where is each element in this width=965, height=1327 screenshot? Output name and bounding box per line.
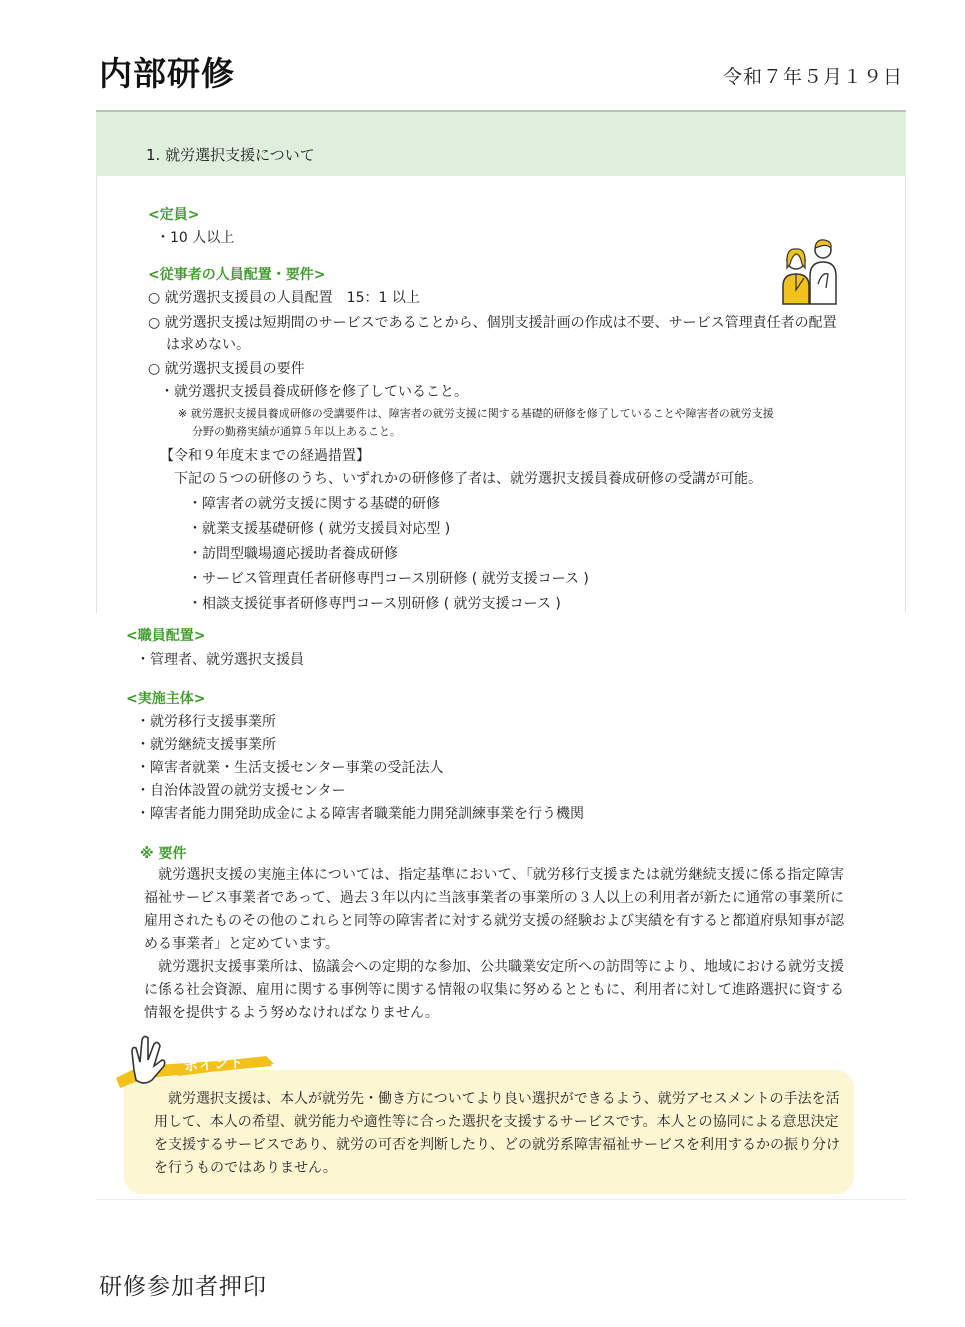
point-text: 就労選択支援は、本人が就労先・働き方についてより良い選択ができるよう、就労アセスメントの手法を活用して、本人の希望、就労能力や適性等に合った選択を支援するサービスです。本人との協同による意思決定を支援するサービスであり、就労の可否を判断したり、どの就労系障害福祉サービスを利用するかの振り分けを行うものではありません。: [154, 1091, 840, 1176]
training-note-line1: ※ 就労選択支援員養成研修の受講要件は、障害者の就労支援に関する基礎的研修を修了していることや障害者の就労支援: [178, 407, 774, 420]
training-item: ・相談支援従事者研修専門コース別研修 ( 就労支援コース ): [188, 596, 561, 612]
placement-item: ・管理者、就労選択支援員: [136, 652, 304, 668]
staffing-ratio: ○ 就労選択支援員の人員配置 15：1 以上: [148, 290, 420, 306]
capacity-item: ・10 人以上: [156, 230, 235, 246]
training-item: ・サービス管理責任者研修専門コース別研修 ( 就労支援コース ): [188, 571, 589, 587]
staffing-requirement-heading: ○ 就労選択支援員の要件: [148, 361, 305, 377]
training-item: ・障害者の就労支援に関する基礎的研修: [188, 496, 440, 512]
staffing-note-line2: は求めない。: [166, 337, 250, 353]
capacity-heading: <定員>: [148, 207, 200, 223]
implementer-heading: <実施主体>: [126, 691, 206, 707]
staffing-note-line1: ○ 就労選択支援は短期間のサービスであることから、個別支援計画の作成は不要、サービス管理責任者の配置: [148, 315, 837, 331]
point-label: ポイント: [183, 1054, 245, 1076]
requirements-heading: ※ 要件: [140, 846, 187, 862]
stamp-label: 研修参加者押印: [99, 1274, 267, 1300]
transition-text: 下記の５つの研修のうち、いずれかの研修修了者は、就労選択支援員養成研修の受講が可能。: [174, 471, 762, 487]
training-item: ・就業支援基礎研修 ( 就労支援員対応型 ): [188, 521, 451, 537]
document-excerpt: [96, 110, 906, 1200]
placement-heading: <職員配置>: [126, 628, 206, 644]
people-illustration-icon: [778, 238, 842, 306]
implementer-item: ・自治体設置の就労支援センター: [136, 783, 346, 799]
training-item: ・訪問型職場適応援助者養成研修: [188, 546, 398, 562]
requirements-paragraph-2: 就労選択支援事業所は、協議会への定期的な参加、公共職業安定所への訪問等により、地域における就労支援に係る社会資源、雇用に関する事例等に関する情報の収集に努めるとともに、利用者に対して進路選択に資する情報を提供するよう努めなければなりません。: [144, 959, 844, 1021]
training-note-line2: 分野の勤務実績が通算５年以上あること。: [192, 425, 401, 438]
implementer-item: ・就労移行支援事業所: [136, 714, 276, 730]
page-title: 内部研修: [99, 54, 235, 93]
implementer-item: ・障害者就業・生活支援センター事業の受託法人: [136, 760, 444, 776]
divider: [96, 1199, 906, 1200]
section-header: [96, 110, 906, 176]
document-date: 令和７年５月１９日: [722, 66, 903, 88]
staffing-requirement-item: ・就労選択支援員養成研修を修了していること。: [160, 384, 468, 400]
transition-heading: 【令和９年度末までの経過措置】: [160, 448, 370, 464]
staffing-heading: <従事者の人員配置・要件>: [148, 267, 326, 283]
implementer-item: ・障害者能力開発助成金による障害者職業能力開発訓練事業を行う機関: [136, 806, 584, 822]
requirements-paragraph-1: 就労選択支援の実施主体については、指定基準において、「就労移行支援または就労継続支援に係る指定障害福祉サービス事業者であって、過去３年以内に当該事業者の事業所の３人以上の利用者が新たに通常の事業所に雇用されたものその他のこれらと同等の障害者に対する就労支援の経験および実績を有すると都道府県知事が認める事業者」と定めています。: [144, 867, 844, 952]
section-title: 1. 就労選択支援について: [146, 146, 315, 164]
implementer-item: ・就労継続支援事業所: [136, 737, 276, 753]
